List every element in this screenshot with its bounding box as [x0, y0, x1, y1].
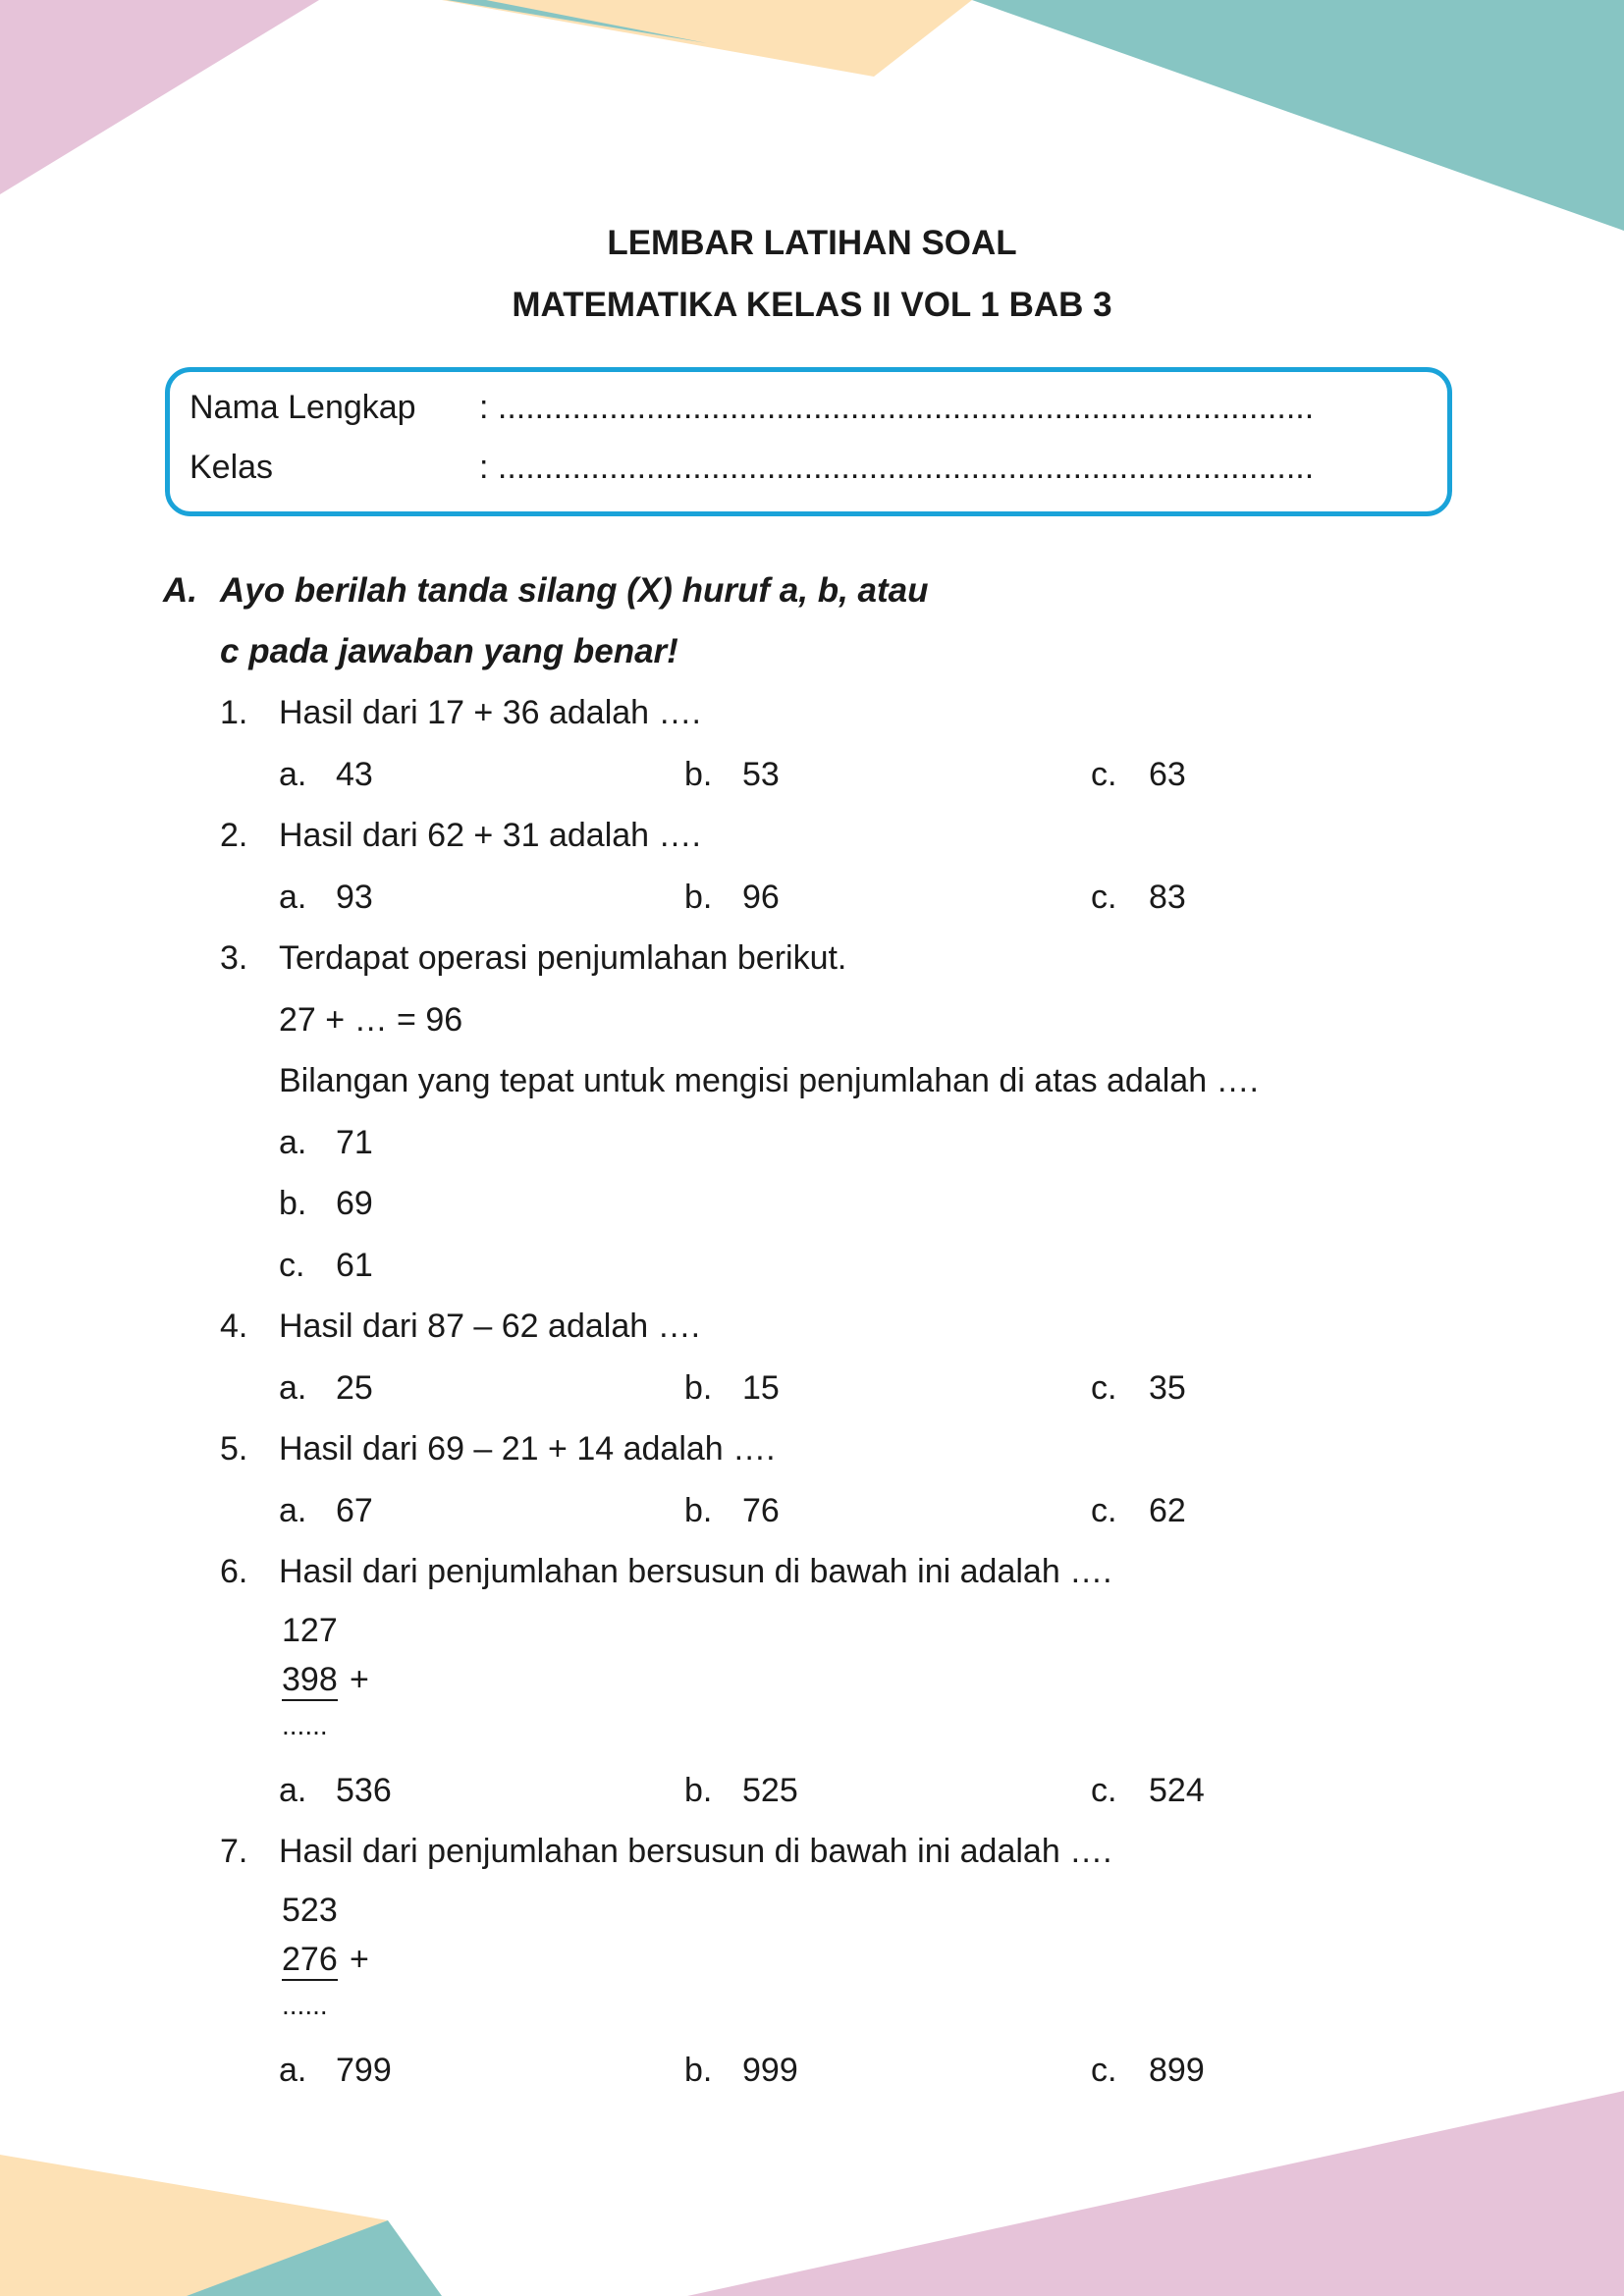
option-letter[interactable]: c. — [1091, 2052, 1117, 2089]
option-value[interactable]: 536 — [336, 1772, 392, 1809]
option-value[interactable]: 15 — [742, 1369, 780, 1407]
option-letter[interactable]: c. — [1091, 1492, 1117, 1529]
option-letter[interactable]: a. — [279, 2052, 307, 2089]
option-letter[interactable]: a. — [279, 1492, 307, 1529]
option-value[interactable]: 35 — [1149, 1369, 1186, 1407]
stack-top-number: 523 — [282, 1892, 338, 1929]
option-value[interactable]: 69 — [336, 1185, 373, 1222]
question-number: 6. — [220, 1553, 248, 1590]
option-value[interactable]: 61 — [336, 1247, 373, 1284]
option-letter[interactable]: b. — [684, 1772, 713, 1809]
section-letter: A. — [163, 571, 197, 610]
question-number: 4. — [220, 1308, 248, 1345]
option-value[interactable]: 71 — [336, 1124, 373, 1161]
option-value[interactable]: 524 — [1149, 1772, 1205, 1809]
option-letter[interactable]: b. — [684, 879, 713, 916]
name-field[interactable]: : ........................................................................................ — [479, 389, 1315, 426]
option-value[interactable]: 25 — [336, 1369, 373, 1407]
question-text: Hasil dari 69 – 21 + 14 adalah …. — [279, 1430, 776, 1468]
option-value[interactable]: 96 — [742, 879, 780, 916]
name-label: Nama Lengkap — [189, 389, 416, 426]
option-value[interactable]: 43 — [336, 756, 373, 793]
option-letter[interactable]: a. — [279, 1772, 307, 1809]
option-value[interactable]: 83 — [1149, 879, 1186, 916]
option-letter[interactable]: c. — [1091, 879, 1117, 916]
page-subtitle: MATEMATIKA KELAS II VOL 1 BAB 3 — [512, 286, 1112, 324]
option-letter[interactable]: a. — [279, 879, 307, 916]
question-number: 3. — [220, 939, 248, 977]
class-field[interactable]: : ........................................................................................ — [479, 449, 1315, 486]
page-title: LEMBAR LATIHAN SOAL — [607, 224, 1017, 262]
option-value[interactable]: 62 — [1149, 1492, 1186, 1529]
plus-sign: + — [350, 1941, 369, 1978]
stack-result-blank[interactable]: ...... — [282, 1710, 328, 1740]
question-text: Terdapat operasi penjumlahan berikut. — [279, 939, 847, 977]
class-label: Kelas — [189, 449, 274, 486]
section-instruction-line1: Ayo berilah tanda silang (X) huruf a, b, atau — [220, 571, 929, 610]
option-value[interactable]: 799 — [336, 2052, 392, 2089]
option-value[interactable]: 899 — [1149, 2052, 1205, 2089]
stack-bottom-number — [282, 1661, 338, 1699]
question-prompt: Bilangan yang tepat untuk mengisi penjumlahan di atas adalah …. — [279, 1062, 1260, 1099]
question-number: 2. — [220, 817, 248, 854]
option-letter[interactable]: b. — [684, 2052, 713, 2089]
option-letter[interactable]: a. — [279, 1124, 307, 1161]
question-text: Hasil dari penjumlahan bersusun di bawah ini adalah …. — [279, 1553, 1112, 1590]
option-letter[interactable]: b. — [684, 1369, 713, 1407]
question-text: Hasil dari penjumlahan bersusun di bawah ini adalah …. — [279, 1833, 1112, 1870]
option-letter[interactable]: b. — [684, 756, 713, 793]
option-value[interactable]: 999 — [742, 2052, 798, 2089]
option-letter[interactable]: b. — [279, 1185, 307, 1222]
plus-sign: + — [350, 1661, 369, 1698]
section-instruction-line2: c pada jawaban yang benar! — [220, 632, 678, 670]
question-text: Hasil dari 17 + 36 adalah …. — [279, 694, 701, 731]
option-value[interactable]: 63 — [1149, 756, 1186, 793]
stack-bottom-number — [282, 1941, 338, 1979]
option-value[interactable]: 76 — [742, 1492, 780, 1529]
question-number: 7. — [220, 1833, 248, 1870]
pink-corner-shape — [0, 0, 319, 194]
option-letter[interactable]: c. — [1091, 1772, 1117, 1809]
stack-bottom-value: 276 — [282, 1941, 338, 1981]
pink-bottom-shape — [687, 2091, 1624, 2296]
option-letter[interactable]: a. — [279, 1369, 307, 1407]
stack-top-number: 127 — [282, 1612, 338, 1649]
option-letter[interactable]: b. — [684, 1492, 713, 1529]
option-letter[interactable]: c. — [279, 1247, 305, 1284]
question-number: 5. — [220, 1430, 248, 1468]
equation: 27 + … = 96 — [279, 1001, 463, 1039]
option-letter[interactable]: c. — [1091, 1369, 1117, 1407]
stack-result-blank[interactable]: ...... — [282, 1990, 328, 2020]
question-number: 1. — [220, 694, 248, 731]
question-text: Hasil dari 62 + 31 adalah …. — [279, 817, 701, 854]
option-value[interactable]: 67 — [336, 1492, 373, 1529]
option-letter[interactable]: a. — [279, 756, 307, 793]
option-letter[interactable]: c. — [1091, 756, 1117, 793]
stack-bottom-value: 398 — [282, 1661, 338, 1701]
question-text: Hasil dari 87 – 62 adalah …. — [279, 1308, 701, 1345]
option-value[interactable]: 525 — [742, 1772, 798, 1809]
option-value[interactable]: 53 — [742, 756, 780, 793]
option-value[interactable]: 93 — [336, 879, 373, 916]
teal-top-shape — [972, 0, 1624, 231]
